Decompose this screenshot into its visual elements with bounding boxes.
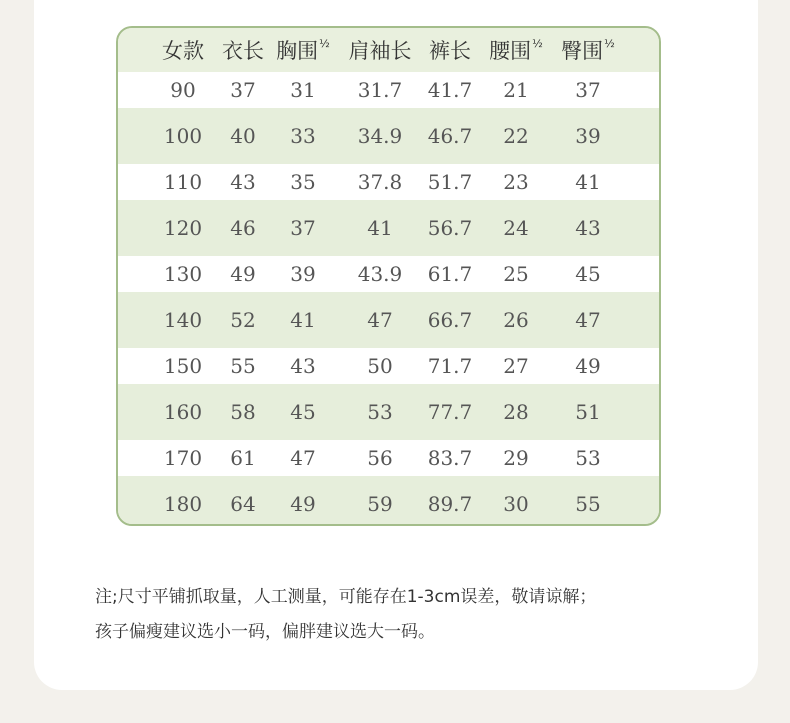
table-row (118, 440, 659, 476)
table-cell: 49 (290, 492, 316, 516)
table-cell: 170 (163, 446, 203, 470)
table-cell: 55 (230, 354, 256, 378)
table-cell: 22 (503, 124, 529, 148)
table-cell: 140 (163, 308, 203, 332)
table-cell: 43.9 (357, 262, 403, 286)
table-cell: 53 (367, 400, 393, 424)
column-header-label: 腰围 (489, 39, 532, 63)
table-cell: 41 (367, 216, 393, 240)
table-row (118, 348, 659, 384)
table-cell: 83.7 (427, 446, 473, 470)
table-cell: 180 (163, 492, 203, 516)
column-header-label: 裤长 (429, 39, 471, 63)
size-chart-table (116, 26, 661, 526)
table-cell: 25 (503, 262, 529, 286)
table-cell: 47 (290, 446, 316, 470)
table-cell: 61.7 (427, 262, 473, 286)
column-header (162, 28, 204, 72)
table-cell: 24 (503, 216, 529, 240)
table-cell: 28 (503, 400, 529, 424)
table-cell: 46.7 (427, 124, 473, 148)
table-cell: 37 (575, 78, 601, 102)
table-cell: 41 (575, 170, 601, 194)
table-row (118, 476, 659, 526)
column-header (489, 28, 543, 72)
column-header (222, 28, 264, 72)
table-cell: 56.7 (427, 216, 473, 240)
table-cell: 41.7 (427, 78, 473, 102)
column-header-label: 女款 (162, 39, 204, 63)
table-cell: 43 (290, 354, 316, 378)
table-cell: 56 (367, 446, 393, 470)
column-header-label: 臀围 (561, 39, 604, 63)
table-cell: 40 (230, 124, 256, 148)
table-row (118, 384, 659, 440)
table-cell: 43 (575, 216, 601, 240)
table-cell: 130 (163, 262, 203, 286)
table-cell: 37 (290, 216, 316, 240)
table-cell: 46 (230, 216, 256, 240)
table-cell: 90 (170, 78, 196, 102)
table-row (118, 200, 659, 256)
table-cell: 53 (575, 446, 601, 470)
table-cell: 41 (290, 308, 316, 332)
table-cell: 21 (503, 78, 529, 102)
table-cell: 47 (575, 308, 601, 332)
table-cell: 43 (230, 170, 256, 194)
table-cell: 100 (163, 124, 203, 148)
table-row (118, 256, 659, 292)
column-header-label: 衣长 (222, 39, 264, 63)
table-cell: 160 (163, 400, 203, 424)
table-cell: 64 (230, 492, 256, 516)
table-cell: 59 (367, 492, 393, 516)
table-cell: 35 (290, 170, 316, 194)
column-header (429, 28, 471, 72)
column-header-label: 肩袖长 (348, 39, 412, 63)
table-cell: 37 (230, 78, 256, 102)
table-cell: 66.7 (427, 308, 473, 332)
table-cell: 71.7 (427, 354, 473, 378)
table-cell: 58 (230, 400, 256, 424)
table-cell: 120 (163, 216, 203, 240)
table-cell: 45 (575, 262, 601, 286)
column-header (349, 28, 412, 72)
table-cell: 77.7 (427, 400, 473, 424)
table-row (118, 292, 659, 348)
column-header (561, 28, 615, 72)
column-header-label: 胸围 (276, 39, 319, 63)
table-header-row (118, 28, 659, 72)
table-cell: 26 (503, 308, 529, 332)
half-measure-mark: ½ (604, 36, 615, 50)
table-cell: 150 (163, 354, 203, 378)
table-cell: 52 (230, 308, 256, 332)
table-cell: 45 (290, 400, 316, 424)
table-cell: 89.7 (427, 492, 473, 516)
table-cell: 47 (367, 308, 393, 332)
table-cell: 55 (575, 492, 601, 516)
table-cell: 110 (163, 170, 203, 194)
measurement-note: 注;尺寸平铺抓取量，人工测量，可能存在1-3cm误差，敬请谅解； (95, 587, 597, 607)
table-cell: 31.7 (357, 78, 403, 102)
table-cell: 30 (503, 492, 529, 516)
column-header (276, 28, 330, 72)
table-row (118, 108, 659, 164)
table-cell: 49 (230, 262, 256, 286)
table-cell: 29 (503, 446, 529, 470)
table-cell: 61 (230, 446, 256, 470)
table-cell: 23 (503, 170, 529, 194)
half-measure-mark: ½ (319, 36, 330, 50)
table-cell: 49 (575, 354, 601, 378)
table-cell: 50 (367, 354, 393, 378)
table-cell: 51 (575, 400, 601, 424)
table-cell: 51.7 (427, 170, 473, 194)
table-cell: 27 (503, 354, 529, 378)
table-cell: 37.8 (357, 170, 403, 194)
half-measure-mark: ½ (532, 36, 543, 50)
table-cell: 31 (290, 78, 316, 102)
table-cell: 34.9 (357, 124, 403, 148)
table-row (118, 72, 659, 108)
size-advice-note: 孩子偏瘦建议选小一码，偏胖建议选大一码。 (95, 622, 435, 642)
table-cell: 33 (290, 124, 316, 148)
table-cell: 39 (290, 262, 316, 286)
table-row (118, 164, 659, 200)
table-cell: 39 (575, 124, 601, 148)
